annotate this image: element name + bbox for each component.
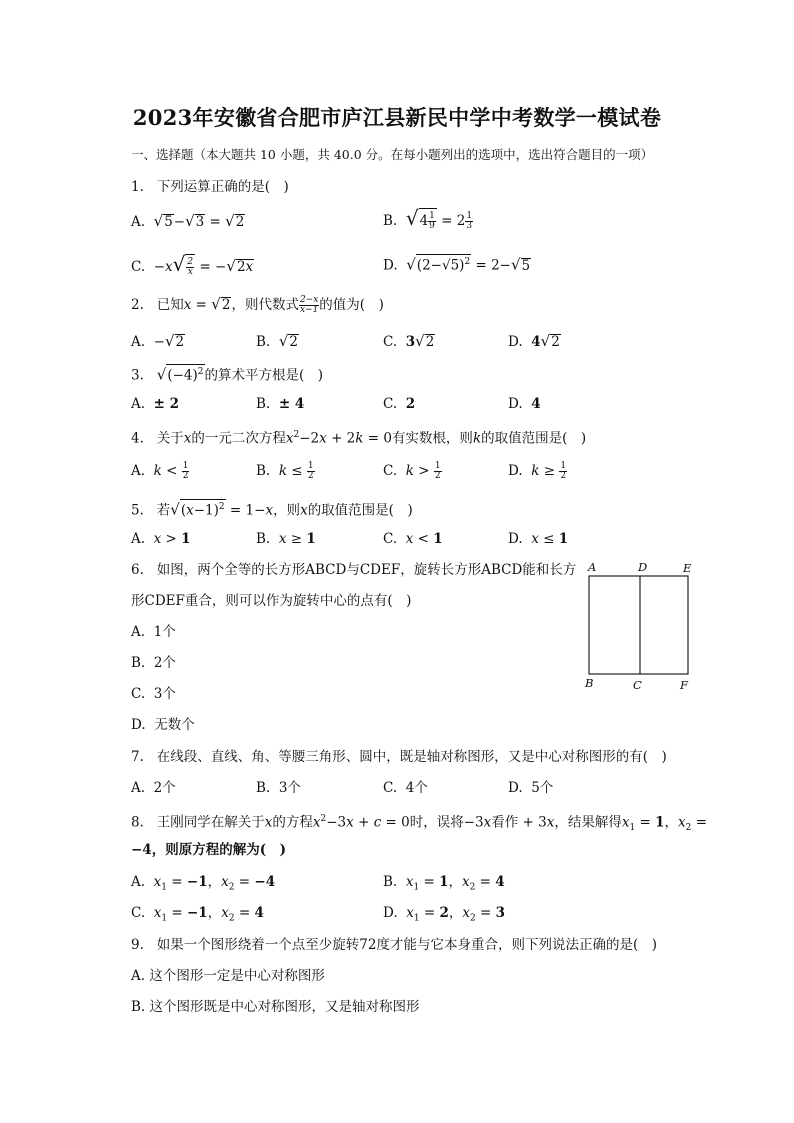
- question-stem: 如图，两个全等的长方形ABCD与CDEF，旋转长方形ABCD能和长方: [156, 562, 577, 578]
- option-value: 4: [531, 396, 541, 412]
- question-stem: 的取值范围是( ): [481, 430, 587, 447]
- question-8-line-2: −4，则原方程的解为( ): [131, 842, 286, 858]
- q8-option-b: B. $x_1 = 1$，$x_2 = 4$: [383, 874, 505, 893]
- option-value: 4个: [405, 780, 428, 796]
- question-stem: 在线段、直线、角、等腰三角形、圆中，既是轴对称图形，又是中心对称图形的有( ): [156, 749, 667, 765]
- question-stem: 已知: [156, 297, 184, 313]
- q5-option-b: B. x ≥ 1: [256, 531, 316, 547]
- q4-option-b: B. k ≤ $\frac{1}{2}$: [256, 461, 314, 481]
- question-stem: 下列运算正确的是( ): [156, 179, 289, 195]
- q1-option-c: C. −x√ $\frac{2}{x}$ = −√2x: [131, 252, 254, 277]
- question-number: 1.: [131, 179, 144, 195]
- question-stem: 的算术平方根是( ): [204, 367, 324, 384]
- q6-option-a: [131, 623, 176, 641]
- q2-option-a: A. −√2: [131, 332, 185, 350]
- q2-option-c: C. 3√2: [383, 332, 435, 350]
- question-number: 9.: [131, 937, 144, 953]
- q3-option-d: [508, 395, 541, 413]
- point-label-b: B: [585, 676, 594, 690]
- point-label-d: D: [638, 560, 648, 574]
- option-value: 2个: [153, 655, 176, 671]
- option-label: A.: [131, 531, 146, 547]
- option-label: B.: [383, 213, 398, 229]
- option-label: B.: [131, 655, 146, 671]
- q7-option-b: [256, 779, 301, 797]
- question-stem: 看作: [491, 814, 519, 831]
- option-label: A.: [131, 334, 146, 350]
- question-3: 3. $√(-4)^2$的算术平方根是( ): [131, 365, 324, 384]
- rectangles-figure: [583, 560, 698, 699]
- question-stem: 的值为( ): [319, 297, 384, 313]
- question-stem: 的一元二次方程: [191, 430, 286, 447]
- q8-option-a: A. $x_1 = -1$，$x_2 = -4$: [131, 874, 276, 893]
- question-7: [131, 748, 667, 766]
- option-label: B.: [256, 531, 271, 547]
- exam-title: 2023年安徽省合肥市庐江县新民中学中考数学一模试卷: [132, 105, 662, 130]
- option-label: A.: [131, 780, 146, 796]
- option-label: A.: [131, 214, 146, 230]
- option-value: 无数个: [154, 717, 195, 733]
- option-label: A.: [131, 396, 146, 412]
- option-label: C.: [131, 259, 146, 275]
- q4-option-d: D. k ≥ $\frac{1}{2}$: [508, 461, 567, 481]
- q4-option-a: A. k < $\frac{1}{2}$: [131, 461, 189, 481]
- option-label: C.: [383, 396, 398, 412]
- q2-option-d: D. 4√2: [508, 332, 560, 350]
- option-label: D.: [383, 257, 398, 274]
- option-label: D.: [508, 396, 523, 412]
- q3-option-a: [131, 395, 179, 413]
- q6-option-c: [131, 685, 176, 703]
- option-label: D.: [508, 463, 523, 479]
- q4-option-c: C. k > $\frac{1}{2}$: [383, 461, 441, 481]
- option-value: 2个: [153, 780, 176, 796]
- question-number: 4.: [131, 430, 144, 447]
- question-4: 4. 关于x的一元二次方程$x^2-2x + 2k = 0$有实数根，则k的取值范围是( ): [131, 430, 587, 447]
- option-label: C.: [383, 531, 398, 547]
- question-number: 2.: [131, 297, 144, 313]
- question-stem: 关于: [156, 430, 184, 447]
- question-stem: 时，误将: [409, 814, 464, 831]
- option-label: A.: [131, 874, 146, 890]
- option-label: A.: [131, 463, 146, 479]
- point-label-a: A: [588, 560, 597, 574]
- q8-option-d: D. $x_1 = 2$，$x_2 = 3$: [383, 905, 506, 924]
- question-stem: 王刚同学在解关于: [156, 814, 265, 831]
- question-6-line-2: 形CDEF重合，则可以作为旋转中心的点有( ): [131, 593, 412, 609]
- rectangles-diagram: [583, 560, 698, 695]
- q6-option-d: [131, 716, 195, 734]
- option-label: D.: [508, 531, 523, 547]
- option-label: C.: [383, 334, 398, 350]
- option-label: A.: [131, 624, 146, 640]
- q3-option-b: [256, 395, 304, 413]
- option-value: 3个: [153, 686, 176, 702]
- question-number: 8.: [131, 814, 144, 831]
- q7-option-c: [383, 779, 428, 797]
- question-6-line-1: [131, 561, 576, 579]
- option-value: 3个: [278, 780, 301, 796]
- q3-option-c: [383, 395, 415, 413]
- option-label: C.: [383, 463, 398, 479]
- q5-option-a: A. x > 1: [131, 531, 191, 547]
- option-label: B.: [383, 874, 398, 890]
- outer-rectangle: [589, 576, 688, 674]
- point-label-c: C: [633, 678, 642, 692]
- option-label: C.: [131, 905, 146, 921]
- question-stem: ，则: [273, 502, 301, 519]
- q1-option-d: D. $√(2-√5)^2 = 2-√5$: [383, 255, 531, 274]
- q1-option-a: A. √5−√3 = √2: [131, 212, 245, 230]
- question-stem: 若: [156, 502, 171, 519]
- q9-option-a: A. 这个图形一定是中心对称图形: [131, 968, 325, 984]
- option-value: 1个: [153, 624, 176, 640]
- point-label-f: F: [680, 678, 688, 692]
- q7-option-a: [131, 779, 176, 797]
- option-label: B.: [256, 334, 271, 350]
- question-stem: 的取值范围是( ): [307, 502, 413, 519]
- question-stem: ，结果解得: [554, 814, 622, 831]
- question-number: 7.: [131, 749, 144, 765]
- option-label: B.: [256, 396, 271, 412]
- option-value: ± 4: [278, 396, 305, 412]
- option-label: D.: [383, 905, 398, 921]
- section-heading: 一、选择题（本大题共 10 小题，共 40.0 分。在每小题列出的选项中，选出符合题目的一项）: [131, 147, 654, 162]
- q5-option-c: C. x < 1: [383, 531, 443, 547]
- option-label: B.: [256, 463, 271, 479]
- question-stem: 有实数根，则: [391, 430, 473, 447]
- option-value: ± 2: [153, 396, 180, 412]
- question-2: 2. 已知x = √2，则代数式 $\frac{2-x}{x-1}$ 的值为( ): [131, 295, 384, 315]
- question-5: 5. 若$√(x-1)^2 = 1-x$，则x的取值范围是( ): [131, 500, 413, 519]
- question-stem: 的方程: [272, 814, 313, 831]
- question-number: 6.: [131, 562, 144, 578]
- option-value: 2: [405, 396, 416, 412]
- question-number: 3.: [131, 367, 144, 384]
- q2-option-b: B. √2: [256, 332, 298, 350]
- q7-option-d: [508, 779, 553, 797]
- option-label: C.: [383, 780, 398, 796]
- question-number: 5.: [131, 502, 144, 519]
- q9-option-b: B. 这个图形既是中心对称图形，又是轴对称图形: [131, 999, 420, 1015]
- point-label-e: E: [683, 561, 692, 575]
- question-9: [131, 936, 657, 954]
- option-label: D.: [508, 780, 523, 796]
- option-label: C.: [131, 686, 146, 702]
- option-label: D.: [508, 334, 523, 350]
- q8-option-c: C. $x_1 = -1$，$x_2 = 4$: [131, 905, 264, 924]
- question-stem: ，则代数式: [231, 297, 299, 313]
- q1-option-b: B. √4 $\frac{1}{9}$ = 2 $\frac{1}{3}$: [383, 206, 473, 231]
- option-label: B.: [256, 780, 271, 796]
- question-1: [131, 178, 289, 196]
- q5-option-d: D. x ≤ 1: [508, 531, 569, 547]
- option-label: D.: [131, 717, 146, 733]
- question-8-line-1: 8. 王刚同学在解关于x的方程$x^2-3x + c = 0$时，误将−3x看作 + 3x，结果解得$x_1 = 1$，$x_2$ =: [131, 814, 708, 834]
- q6-option-b: [131, 654, 176, 672]
- option-value: 5个: [531, 780, 554, 796]
- question-stem: 如果一个图形绕着一个点至少旋转72度才能与它本身重合，则下列说法正确的是( ): [156, 937, 657, 953]
